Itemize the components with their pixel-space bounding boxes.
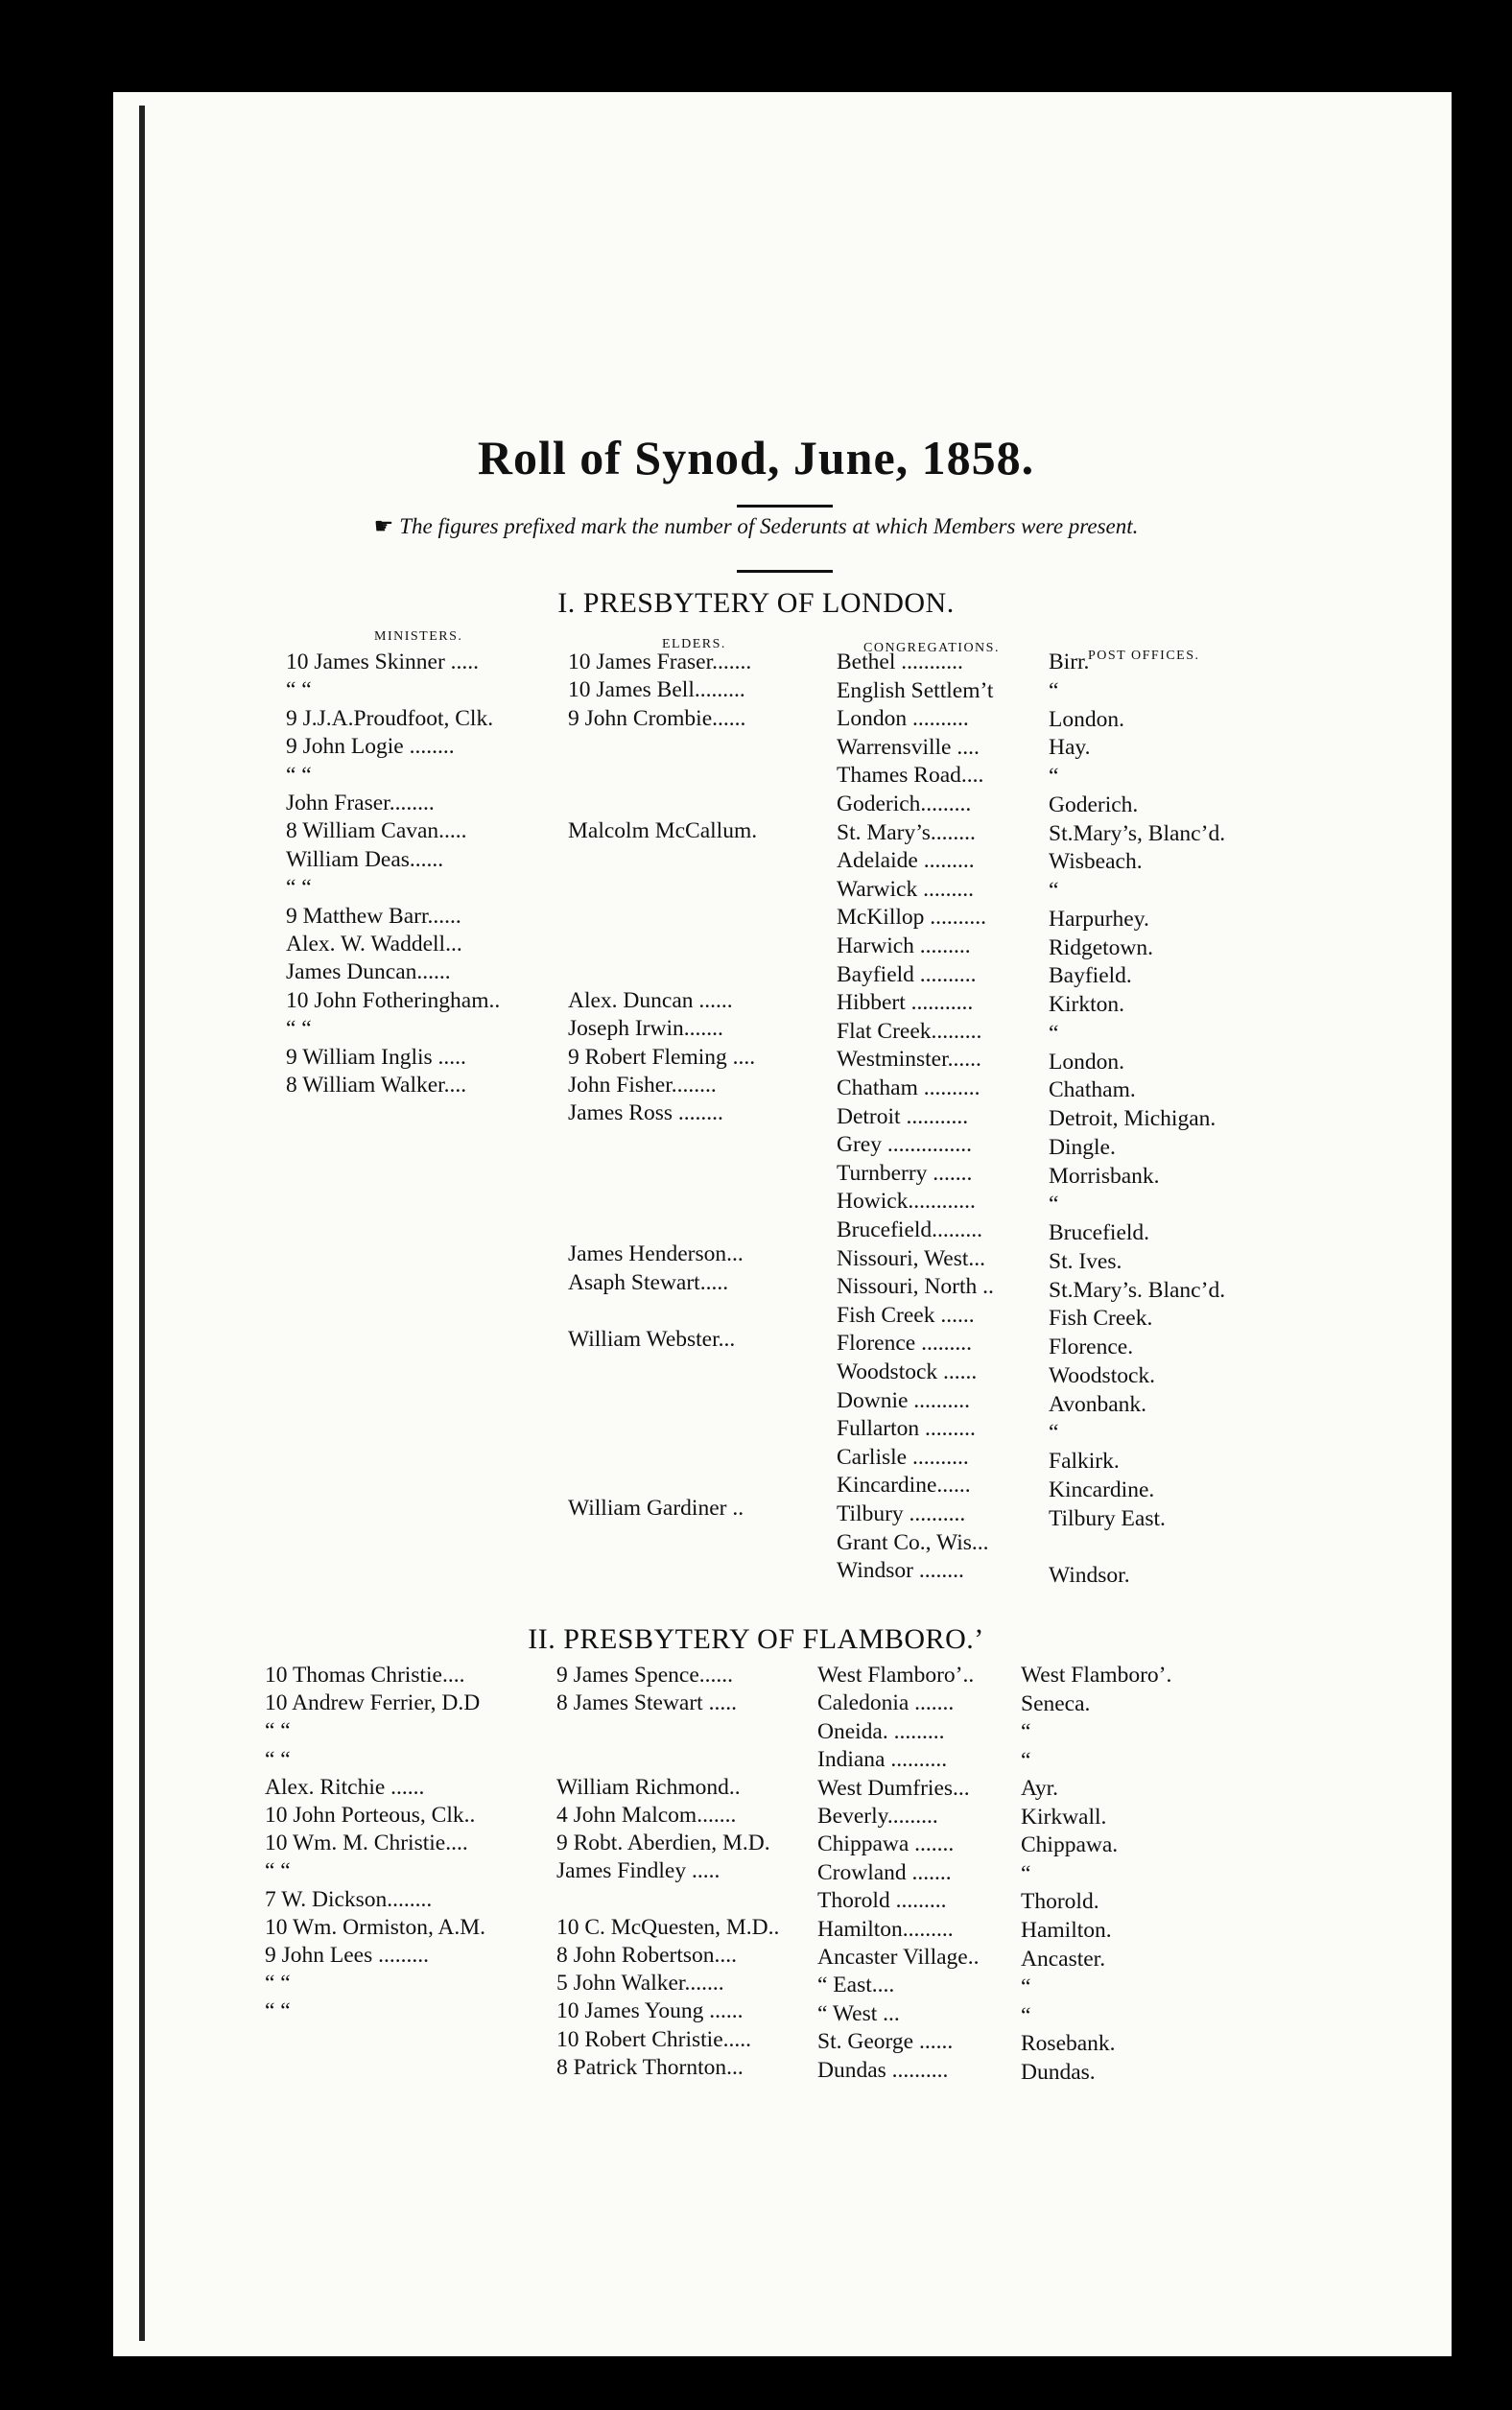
london-elder-cell: Asaph Stewart..... (568, 1269, 729, 1295)
london-minister-cell: 9 J.J.A.Proudfoot, Clk. (286, 705, 494, 731)
flamboro-post-office-cell: Hamilton. (1021, 1917, 1112, 1943)
flamboro-post-office-cell: Seneca. (1021, 1690, 1091, 1716)
london-elder-cell: 10 James Fraser....... (568, 650, 752, 674)
london-congregation-cell: Kincardine...... (837, 1473, 971, 1499)
london-post-office-cell: Dingle. (1049, 1134, 1116, 1160)
london-post-office-cell: Kincardine. (1049, 1477, 1155, 1502)
london-post-office-cell: Detroit, Michigan. (1049, 1106, 1217, 1131)
london-minister-cell: “ “ (286, 677, 312, 703)
flamboro-post-office-cell: “ (1021, 1860, 1031, 1886)
london-post-office-cell: Hay. (1049, 735, 1091, 761)
london-post-office-cell: Harpurhey. (1049, 906, 1149, 932)
london-congregation-cell: Adelaide ......... (837, 848, 975, 874)
flamboro-minister-cell: Alex. Ritchie ...... (265, 1774, 425, 1800)
flamboro-elder-cell: 5 John Walker....... (556, 1971, 724, 1997)
london-minister-cell: Alex. W. Waddell... (286, 932, 462, 957)
flamboro-congregation-cell: Dundas .......... (817, 2057, 949, 2083)
london-elder-cell: Joseph Irwin....... (568, 1016, 723, 1042)
london-minister-cell: 9 Matthew Barr...... (286, 903, 461, 929)
london-minister-cell: 8 William Cavan..... (286, 818, 467, 844)
london-congregation-cell: Goderich......... (837, 792, 972, 816)
flamboro-elder-cell: James Findley ..... (556, 1858, 721, 1884)
flamboro-minister-cell: 10 Thomas Christie.... (265, 1663, 465, 1688)
london-congregation-cell: Downie .......... (837, 1387, 971, 1413)
prefix-note (0, 514, 1512, 539)
flamboro-elder-cell: 10 Robert Christie..... (556, 2026, 751, 2052)
london-post-office-cell: Goderich. (1049, 792, 1139, 817)
header-congregations: CONGREGATIONS. (863, 641, 1000, 655)
london-congregation-cell: Fullarton ......... (837, 1416, 976, 1442)
flamboro-elder-cell: 9 James Spence...... (556, 1663, 734, 1688)
london-post-office-cell: Falkirk. (1049, 1449, 1120, 1474)
london-post-office-cell: “ (1049, 878, 1059, 903)
london-congregation-cell: Grant Co., Wis... (837, 1529, 989, 1555)
flamboro-minister-cell: “ “ (265, 1746, 291, 1772)
london-minister-cell: “ “ (286, 1016, 312, 1042)
london-congregation-cell: Turnberry ....... (837, 1160, 973, 1186)
london-post-office-cell: “ (1049, 1020, 1059, 1046)
note-rule (737, 570, 833, 573)
flamboro-post-office-cell: “ (1021, 2002, 1031, 2028)
london-congregation-cell: English Settlem’t (837, 677, 994, 703)
london-congregation-cell: Windsor ........ (837, 1558, 964, 1584)
flamboro-post-office-cell: “ (1021, 1974, 1031, 2000)
flamboro-post-office-cell: “ (1021, 1747, 1031, 1773)
london-congregation-cell: Bethel ........... (837, 650, 963, 674)
flamboro-post-office-cell: Ayr. (1021, 1776, 1058, 1802)
london-congregation-cell: Hibbert ........... (837, 990, 974, 1016)
flamboro-elder-cell: 8 John Robertson.... (556, 1943, 737, 1968)
london-minister-cell: “ “ (286, 762, 312, 788)
flamboro-minister-cell: 10 Wm. M. Christie.... (265, 1831, 468, 1856)
flamboro-post-office-cell: Chippawa. (1021, 1832, 1119, 1858)
london-congregation-cell: Howick............ (837, 1189, 976, 1215)
london-post-office-cell: Florence. (1049, 1335, 1134, 1359)
flamboro-minister-cell: 10 Andrew Ferrier, D.D (265, 1690, 481, 1716)
london-congregation-cell: Warwick ......... (837, 876, 974, 902)
flamboro-elder-cell: 9 Robt. Aberdien, M.D. (556, 1831, 770, 1856)
london-congregation-cell: Detroit ........... (837, 1103, 969, 1129)
flamboro-post-office-cell: Kirkwall. (1021, 1804, 1107, 1830)
flamboro-congregation-cell: Beverly......... (817, 1804, 938, 1829)
london-elder-cell: 10 James Bell......... (568, 677, 745, 703)
london-minister-cell: 8 William Walker.... (286, 1073, 467, 1098)
london-post-office-cell: Brucefield. (1049, 1220, 1150, 1245)
london-elder-cell: Malcolm McCallum. (568, 818, 758, 844)
flamboro-post-office-cell: “ (1021, 1719, 1031, 1745)
prefix-note-text: The figures prefixed mark the number of Sederunts at which Members were present. (399, 514, 1139, 538)
flamboro-minister-cell: 10 Wm. Ormiston, A.M. (265, 1914, 486, 1940)
london-elder-cell: William Gardiner .. (568, 1496, 744, 1521)
london-post-office-cell: Windsor. (1049, 1563, 1130, 1588)
flamboro-elder-cell: 8 James Stewart ..... (556, 1690, 737, 1716)
london-congregation-cell: St. Mary’s........ (837, 819, 976, 845)
london-minister-cell: 10 John Fotheringham.. (286, 987, 501, 1013)
flamboro-congregation-cell: Indiana .......... (817, 1747, 948, 1773)
flamboro-elder-cell: 4 John Malcom....... (556, 1803, 737, 1828)
flamboro-minister-cell: 7 W. Dickson........ (265, 1886, 433, 1912)
london-congregation-cell: Nissouri, West... (837, 1245, 985, 1271)
london-elder-cell: James Ross ........ (568, 1100, 723, 1126)
london-elder-cell: 9 Robert Fleming .... (568, 1044, 756, 1070)
london-minister-cell: William Deas...... (286, 846, 444, 872)
london-post-office-cell: Tilbury East. (1049, 1505, 1166, 1531)
london-minister-cell: John Fraser........ (286, 791, 435, 815)
london-post-office-cell: Kirkton. (1049, 992, 1124, 1017)
flamboro-congregation-cell: Crowland ....... (817, 1859, 952, 1885)
london-post-office-cell: Avonbank. (1049, 1391, 1147, 1417)
flamboro-congregation-cell: Thorold ......... (817, 1888, 947, 1914)
london-congregation-cell: Woodstock ...... (837, 1359, 978, 1384)
london-post-office-cell: Birr. (1049, 650, 1090, 674)
presbytery-heading-london: I. PRESBYTERY OF LONDON. (557, 587, 955, 619)
london-congregation-cell: Nissouri, North .. (837, 1274, 994, 1300)
flamboro-minister-cell: “ “ (265, 1998, 291, 2024)
london-congregation-cell: Brucefield......... (837, 1217, 983, 1242)
london-congregation-cell: Flat Creek......... (837, 1018, 982, 1044)
flamboro-congregation-cell: “ West ... (817, 2000, 900, 2026)
presbytery-heading-flamboro: II. PRESBYTERY OF FLAMBORO.’ (528, 1623, 984, 1655)
flamboro-elder-cell: 10 James Young ...... (556, 1998, 744, 2024)
flamboro-minister-cell: “ “ (265, 1971, 291, 1997)
london-post-office-cell: Woodstock. (1049, 1362, 1156, 1388)
flamboro-minister-cell: “ “ (265, 1718, 291, 1744)
flamboro-post-office-cell: Rosebank. (1021, 2031, 1116, 2057)
flamboro-post-office-cell: West Flamboro’. (1021, 1663, 1172, 1688)
london-minister-cell: 9 John Logie ........ (286, 734, 455, 760)
flamboro-congregation-cell: Chippawa ....... (817, 1831, 955, 1857)
london-congregation-cell: Thames Road.... (837, 763, 984, 789)
flamboro-congregation-cell: West Dumfries... (817, 1775, 970, 1801)
flamboro-elder-cell: 10 C. McQuesten, M.D.. (556, 1914, 780, 1940)
london-congregation-cell: Florence ......... (837, 1331, 972, 1357)
document-title: Roll of Synod, June, 1858. (477, 431, 1035, 484)
header-ministers: MINISTERS. (374, 629, 463, 644)
london-post-office-cell: Ridgetown. (1049, 934, 1154, 960)
flamboro-minister-cell: 10 John Porteous, Clk.. (265, 1803, 476, 1828)
title-rule (737, 505, 833, 508)
flamboro-congregation-cell: West Flamboro’.. (817, 1663, 975, 1688)
flamboro-post-office-cell: Dundas. (1021, 2059, 1096, 2085)
london-minister-cell: “ “ (286, 875, 312, 901)
london-post-office-cell: Morrisbank. (1049, 1163, 1160, 1189)
london-congregation-cell: Harwich ......... (837, 933, 971, 958)
london-post-office-cell: Bayfield. (1049, 963, 1132, 989)
flamboro-congregation-cell: St. George ...... (817, 2029, 954, 2055)
pointing-hand-icon: ☛ (373, 514, 394, 538)
header-elders: ELDERS. (662, 637, 726, 651)
flamboro-elder-cell: 8 Patrick Thornton... (556, 2054, 744, 2080)
london-elder-cell: James Henderson... (568, 1241, 744, 1267)
london-post-office-cell: “ (1049, 1192, 1059, 1217)
london-congregation-cell: Tilbury .......... (837, 1501, 966, 1526)
london-elder-cell: 9 John Crombie...... (568, 705, 746, 731)
flamboro-elder-cell: William Richmond.. (556, 1774, 741, 1800)
london-post-office-cell: “ (1049, 764, 1059, 789)
london-post-office-cell: “ (1049, 677, 1059, 703)
header-post-offices: POST OFFICES. (1088, 649, 1200, 663)
london-post-office-cell: St. Ives. (1049, 1248, 1122, 1274)
flamboro-congregation-cell: Oneida. ......... (817, 1718, 945, 1744)
flamboro-post-office-cell: Ancaster. (1021, 1946, 1106, 1972)
flamboro-congregation-cell: Hamilton......... (817, 1916, 954, 1942)
flamboro-minister-cell: 9 John Lees ......... (265, 1943, 430, 1968)
london-post-office-cell: “ (1049, 1420, 1059, 1446)
flamboro-congregation-cell: Caledonia ....... (817, 1690, 955, 1716)
london-post-office-cell: Fish Creek. (1049, 1306, 1153, 1332)
london-elder-cell: William Webster... (568, 1326, 736, 1352)
london-minister-cell: 10 James Skinner ..... (286, 650, 480, 674)
london-congregation-cell: London .......... (837, 706, 969, 732)
london-minister-cell: 9 William Inglis ..... (286, 1044, 466, 1070)
london-congregation-cell: Warrensville .... (837, 734, 980, 760)
london-congregation-cell: Fish Creek ...... (837, 1302, 975, 1328)
london-elder-cell: Alex. Duncan ...... (568, 987, 733, 1013)
flamboro-congregation-cell: “ East.... (817, 1973, 895, 1998)
london-elder-cell: John Fisher........ (568, 1073, 717, 1098)
london-congregation-cell: McKillop .......... (837, 905, 987, 931)
london-post-office-cell: St.Mary’s, Blanc’d. (1049, 820, 1226, 846)
london-post-office-cell: London. (1049, 1049, 1124, 1075)
london-congregation-cell: Grey ............... (837, 1132, 972, 1158)
london-congregation-cell: Carlisle .......... (837, 1444, 969, 1470)
london-post-office-cell: Chatham. (1049, 1077, 1136, 1103)
london-post-office-cell: Wisbeach. (1049, 849, 1143, 875)
flamboro-congregation-cell: Ancaster Village.. (817, 1945, 980, 1970)
london-post-office-cell: St.Mary’s. Blanc’d. (1049, 1277, 1226, 1303)
flamboro-post-office-cell: Thorold. (1021, 1889, 1099, 1915)
london-congregation-cell: Westminster...... (837, 1047, 981, 1073)
flamboro-minister-cell: “ “ (265, 1858, 291, 1884)
london-congregation-cell: Bayfield .......... (837, 961, 977, 987)
london-minister-cell: James Duncan...... (286, 959, 451, 985)
london-congregation-cell: Chatham .......... (837, 1075, 980, 1100)
london-post-office-cell: London. (1049, 706, 1124, 732)
